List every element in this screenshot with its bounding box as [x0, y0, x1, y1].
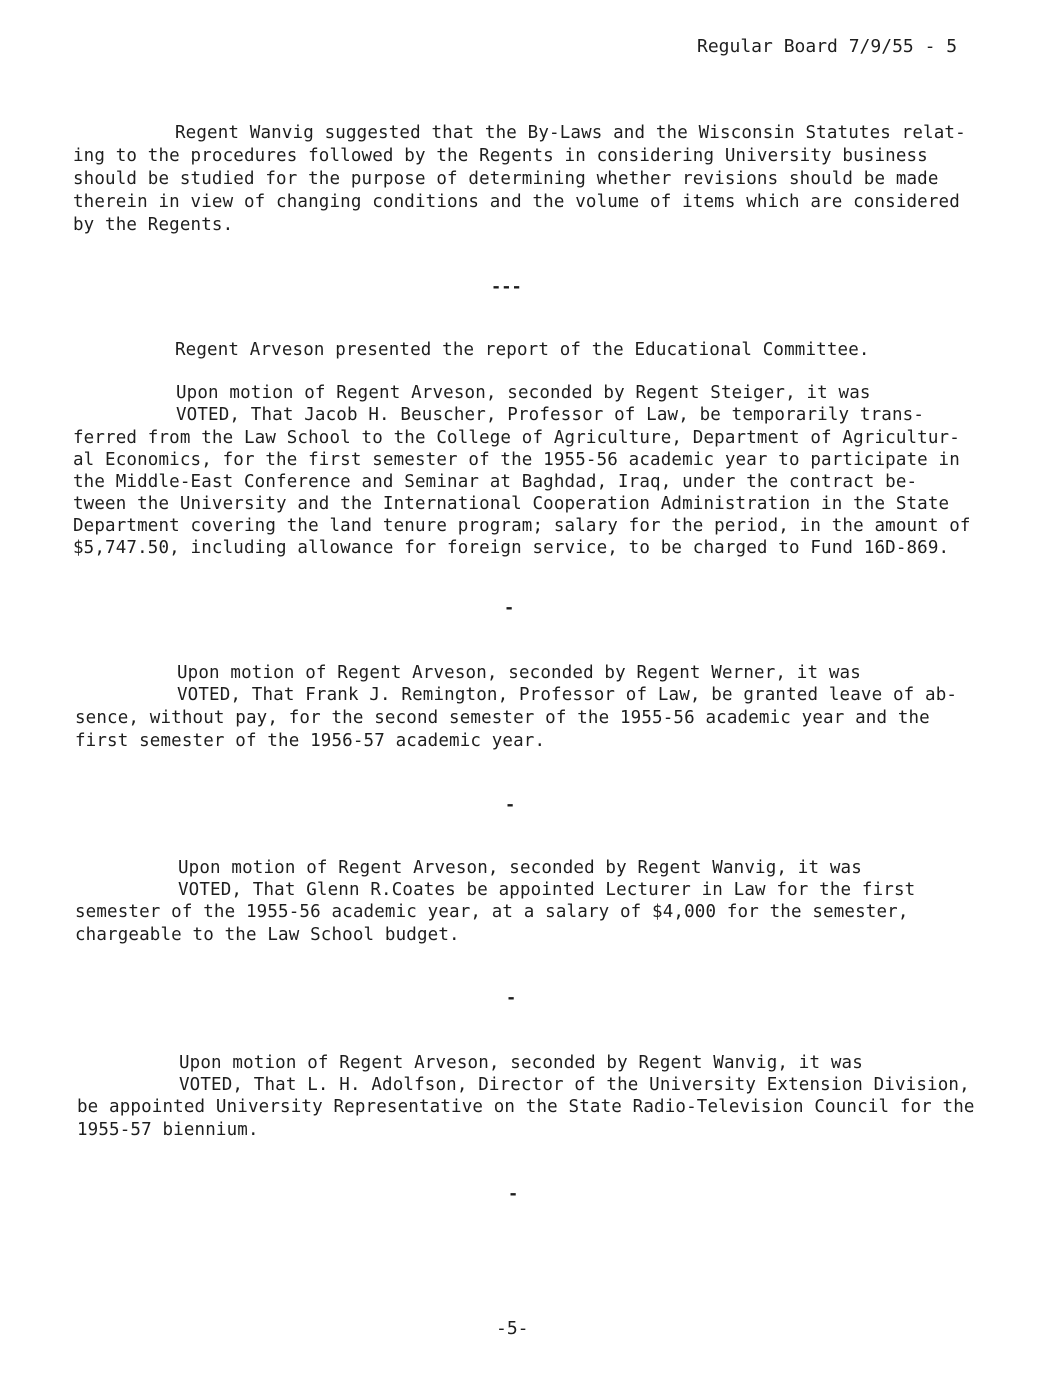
paragraph-line: the Middle-East Conference and Seminar at Baghdad, Iraq, under the contract be- — [73, 472, 918, 492]
paragraph-line: sence, without pay, for the second semester of the 1955-56 academic year and the — [75, 708, 930, 728]
paragraph-line: semester of the 1955-56 academic year, at a salary of $4,000 for the semester, — [75, 902, 909, 922]
paragraph-line: $5,747.50, including allowance for foreign service, to be charged to Fund 16D-869. — [73, 538, 950, 558]
section-separator: - — [505, 795, 516, 815]
paragraph-line: first semester of the 1956-57 academic year. — [75, 731, 546, 751]
section-separator: --- — [491, 277, 522, 297]
paragraph-line: 1955-57 biennium. — [77, 1120, 259, 1140]
paragraph-line: VOTED, That Glenn R.Coates be appointed Lecturer in Law for the first — [178, 880, 916, 900]
paragraph-line: VOTED, That Jacob H. Beuscher, Professor of Law, be temporarily trans- — [176, 405, 925, 425]
section-separator: - — [504, 598, 515, 618]
paragraph-line: Upon motion of Regent Arveson, seconded by Regent Werner, it was — [177, 663, 861, 683]
paragraph-line: VOTED, That L. H. Adolfson, Director of the University Extension Division, — [179, 1075, 970, 1095]
paragraph-line: Upon motion of Regent Arveson, seconded by Regent Wanvig, it was — [178, 858, 862, 878]
paragraph-line: Department covering the land tenure program; salary for the period, in the amount of — [73, 516, 971, 536]
paragraph-line: Upon motion of Regent Arveson, seconded by Regent Steiger, it was — [176, 383, 871, 403]
paragraph-line: therein in view of changing conditions and the volume of items which are considered — [73, 192, 960, 212]
paragraph-line: VOTED, That Frank J. Remington, Professor of Law, be granted leave of ab- — [177, 685, 958, 705]
section-separator: - — [508, 1184, 519, 1204]
paragraph-line: be appointed University Representative on the State Radio-Television Council for the — [77, 1097, 975, 1117]
paragraph-line: Regent Arveson presented the report of the Educational Committee. — [175, 340, 870, 360]
paragraph-line: ing to the procedures followed by the Regents in considering University business — [73, 146, 928, 166]
paragraph-line: by the Regents. — [73, 215, 234, 235]
section-separator: - — [506, 988, 517, 1008]
paragraph-line: ferred from the Law School to the College of Agriculture, Department of Agricultur- — [73, 428, 960, 448]
paragraph-line: chargeable to the Law School budget. — [75, 925, 460, 945]
page-number: -5- — [496, 1318, 529, 1339]
paragraph-line: al Economics, for the first semester of the 1955-56 academic year to participate in — [73, 450, 960, 470]
paragraph-line: Upon motion of Regent Arveson, seconded by Regent Wanvig, it was — [179, 1053, 863, 1073]
paragraph-line: should be studied for the purpose of determining whether revisions should be made — [73, 169, 939, 189]
page-header: Regular Board 7/9/55 - 5 — [697, 36, 958, 57]
paragraph-line: Regent Wanvig suggested that the By-Laws and the Wisconsin Statutes relat- — [175, 123, 966, 143]
paragraph-line: tween the University and the International Cooperation Administration in the State — [73, 494, 950, 514]
